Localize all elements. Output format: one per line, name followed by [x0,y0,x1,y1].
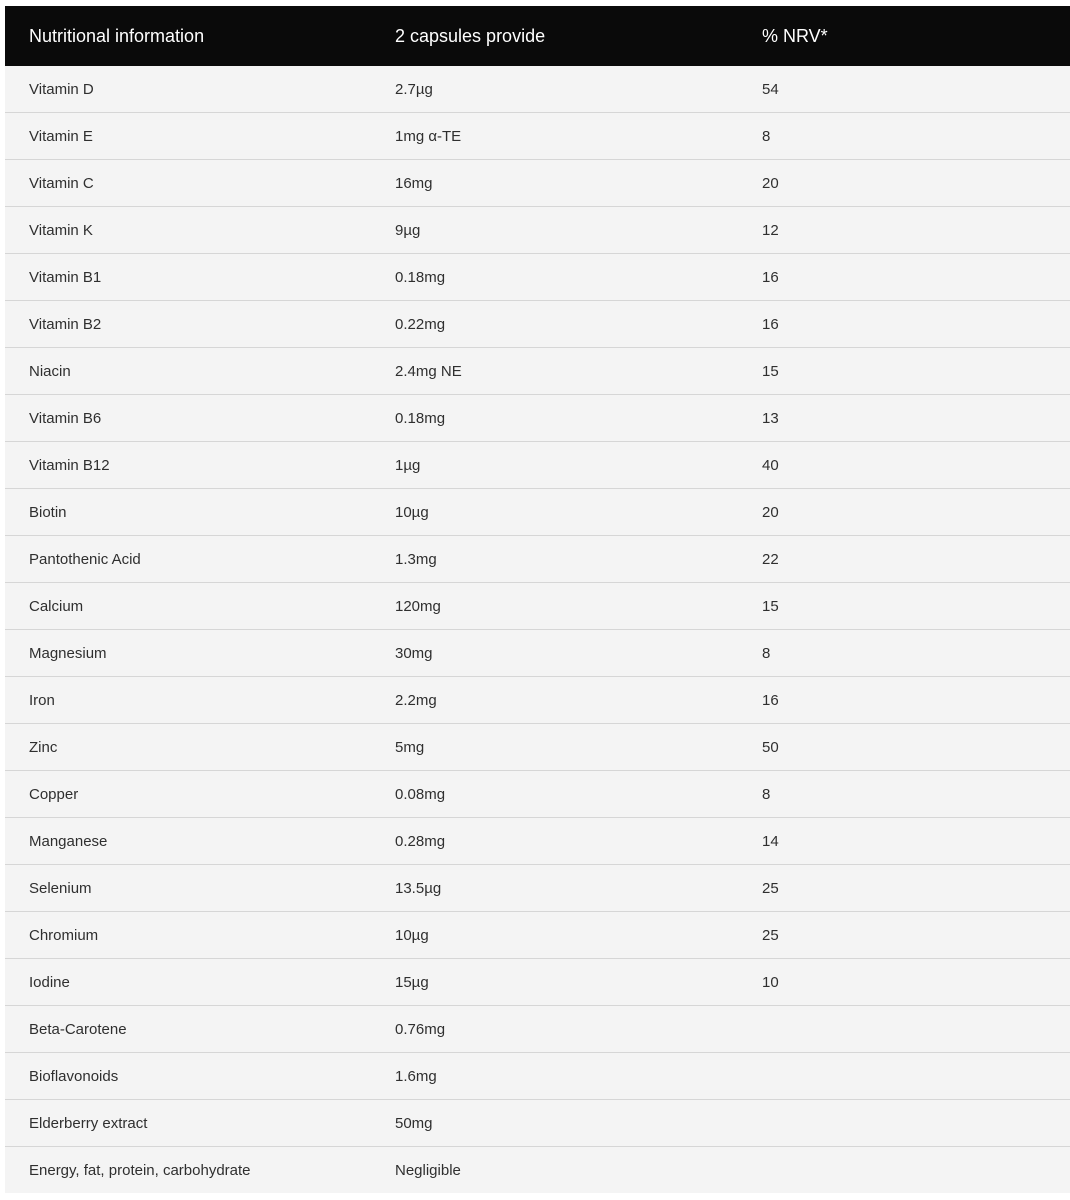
nutrient-nrv-cell: 8 [762,785,771,803]
table-row [5,489,1070,536]
nutrient-nrv-cell: 40 [762,456,779,474]
nutrient-name-cell: Pantothenic Acid [29,550,141,568]
nutrient-nrv-cell: 13 [762,409,779,427]
nutrient-nrv-cell: 12 [762,221,779,239]
header-nrv: % NRV* [762,25,828,46]
nutrient-amount-cell: 30mg [395,644,433,662]
table-row [5,1006,1070,1053]
nutrient-nrv-cell: 22 [762,550,779,568]
nutrient-nrv-cell: 16 [762,315,779,333]
nutrient-amount-cell: 120mg [395,597,441,615]
nutrient-nrv-cell: 20 [762,174,779,192]
nutrient-nrv-cell: 25 [762,879,779,897]
nutrient-name-cell: Vitamin B1 [29,268,102,286]
nutrient-nrv-cell: 14 [762,832,779,850]
nutrient-name-cell: Vitamin E [29,127,93,145]
nutrient-amount-cell: 10µg [395,926,429,944]
nutrient-name-cell: Magnesium [29,644,107,662]
table-row [5,395,1070,442]
nutrient-name-cell: Manganese [29,832,108,850]
nutrient-nrv-cell: 50 [762,738,779,756]
nutrient-amount-cell: 0.28mg [395,832,446,850]
nutrient-name-cell: Iron [29,691,55,709]
header-nutritional-information: Nutritional information [29,25,205,46]
table-row [5,865,1070,912]
table-header-row [5,6,1070,66]
header-capsules-provide: 2 capsules provide [395,25,546,46]
nutrient-name-cell: Elderberry extract [29,1114,148,1132]
nutrient-amount-cell: 13.5µg [395,879,442,897]
nutrient-amount-cell: 0.08mg [395,785,446,803]
nutrient-nrv-cell: 16 [762,268,779,286]
table-row [5,630,1070,677]
nutrient-amount-cell: 2.2mg [395,691,437,709]
nutrient-name-cell: Vitamin B12 [29,456,110,474]
nutrient-nrv-cell: 15 [762,362,779,380]
table-row [5,771,1070,818]
nutrient-name-cell: Vitamin C [29,174,94,192]
table-row [5,959,1070,1006]
nutrient-amount-cell: 16mg [395,174,433,192]
table-row [5,677,1070,724]
table-row [5,254,1070,301]
table-row [5,1053,1070,1100]
table-row [5,912,1070,959]
nutrient-name-cell: Beta-Carotene [29,1020,127,1038]
nutrient-nrv-cell: 16 [762,691,779,709]
nutrient-nrv-cell: 15 [762,597,779,615]
nutrient-amount-cell: 1.6mg [395,1067,437,1085]
table-row [5,207,1070,254]
nutrient-amount-cell: 10µg [395,503,429,521]
table-row [5,724,1070,771]
table-row [5,583,1070,630]
nutrient-nrv-cell: 20 [762,503,779,521]
nutrient-amount-cell: 0.18mg [395,268,446,286]
table-row [5,160,1070,207]
nutrient-name-cell: Energy, fat, protein, carbohydrate [29,1161,251,1179]
nutrient-amount-cell: 9µg [395,221,421,239]
nutrient-name-cell: Zinc [29,738,58,756]
nutrient-amount-cell: 50mg [395,1114,433,1132]
nutrient-name-cell: Bioflavonoids [29,1067,119,1085]
table-row [5,113,1070,160]
nutrient-name-cell: Chromium [29,926,99,944]
nutrient-name-cell: Vitamin K [29,221,93,239]
nutrient-nrv-cell: 54 [762,80,779,98]
nutrient-amount-cell: 2.7µg [395,80,433,98]
nutrient-amount-cell: 1mg α-TE [395,127,462,145]
nutrient-name-cell: Vitamin B6 [29,409,102,427]
nutrient-amount-cell: 15µg [395,973,429,991]
nutrient-amount-cell: 0.18mg [395,409,446,427]
table-row [5,442,1070,489]
nutrient-name-cell: Biotin [29,503,67,521]
nutrient-nrv-cell: 8 [762,644,771,662]
nutrition-table [5,6,1070,1193]
nutrient-name-cell: Selenium [29,879,92,897]
table-row [5,66,1070,113]
table-body [5,66,1070,1193]
table-row [5,1100,1070,1147]
nutrient-nrv-cell: 10 [762,973,779,991]
nutrient-name-cell: Vitamin D [29,80,94,98]
nutrient-amount-cell: 0.22mg [395,315,446,333]
nutrient-name-cell: Vitamin B2 [29,315,102,333]
table-row [5,1147,1070,1193]
nutrient-name-cell: Calcium [29,597,84,615]
nutrient-name-cell: Niacin [29,362,71,380]
table-row [5,301,1070,348]
nutrient-amount-cell: Negligible [395,1161,461,1179]
table-row [5,536,1070,583]
nutrient-nrv-cell: 8 [762,127,771,145]
nutrient-amount-cell: 0.76mg [395,1020,446,1038]
nutrient-nrv-cell: 25 [762,926,779,944]
nutrient-amount-cell: 1µg [395,456,421,474]
nutrient-amount-cell: 2.4mg NE [395,362,462,380]
nutrient-name-cell: Iodine [29,973,70,991]
nutrient-amount-cell: 1.3mg [395,550,437,568]
table-row [5,818,1070,865]
table-row [5,348,1070,395]
nutrient-name-cell: Copper [29,785,79,803]
nutrient-amount-cell: 5mg [395,738,425,756]
